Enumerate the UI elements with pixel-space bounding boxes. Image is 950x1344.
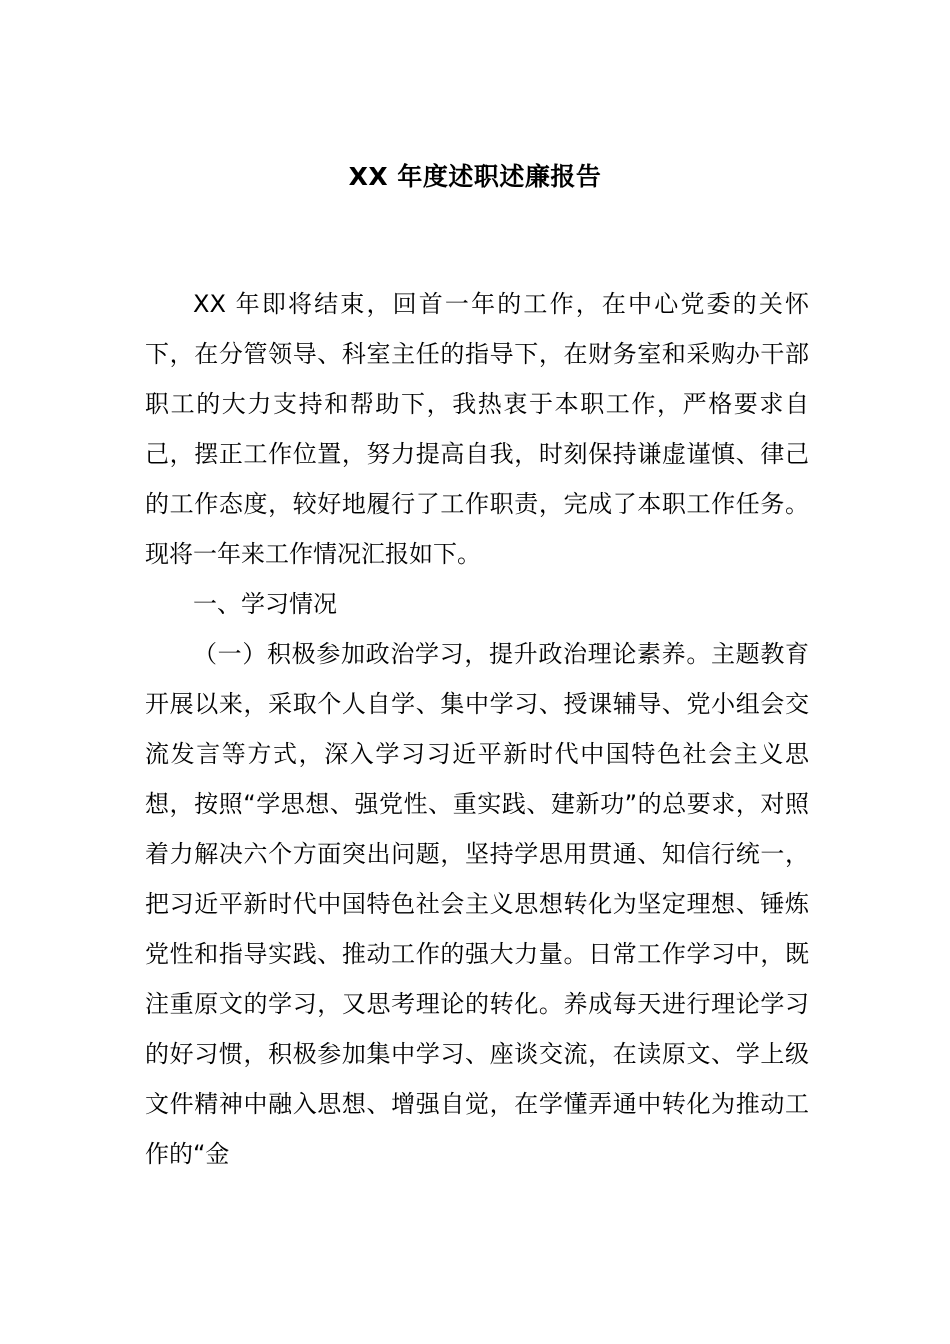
section-heading-study: 一、学习情况 (193, 590, 337, 618)
paragraph-intro: XX 年即将结束，回首一年的工作，在中心党委的关怀下，在分管领导、科室主任的指导下，在财务室和采购办干部职工的大力支持和帮助下，我热衷于本职工作，严格要求自己，摆正工作位置，努力提高自我，时刻保持谦虚谨慎、律己的工作态度，较好地履行了工作职责，完成了本职工作任务。现将一年来工作情况汇报如下。 (145, 290, 809, 568)
document-title: XX 年度述职述廉报告 (348, 162, 602, 191)
paragraph-political-study: （一）积极参加政治学习，提升政治理论素养。主题教育开展以来，采取个人自学、集中学习、授课辅导、党小组会交流发言等方式，深入学习习近平新时代中国特色社会主义思想，按照“学思想、强党性、重实践、建新功”的总要求，对照着力解决六个方面突出问题，坚持学思用贯通、知信行统一，把习近平新时代中国特色社会主义思想转化为坚定理想、锤炼党性和指导实践、推动工作的强大力量。日常工作学习中，既注重原文的学习，又思考理论的转化。养成每天进行理论学习的好习惯，积极参加集中学习、座谈交流，在读原文、学上级文件精神中融入思想、增强自觉，在学懂弄通中转化为推动工作的“金 (145, 640, 809, 1168)
document-body (145, 279, 809, 1179)
